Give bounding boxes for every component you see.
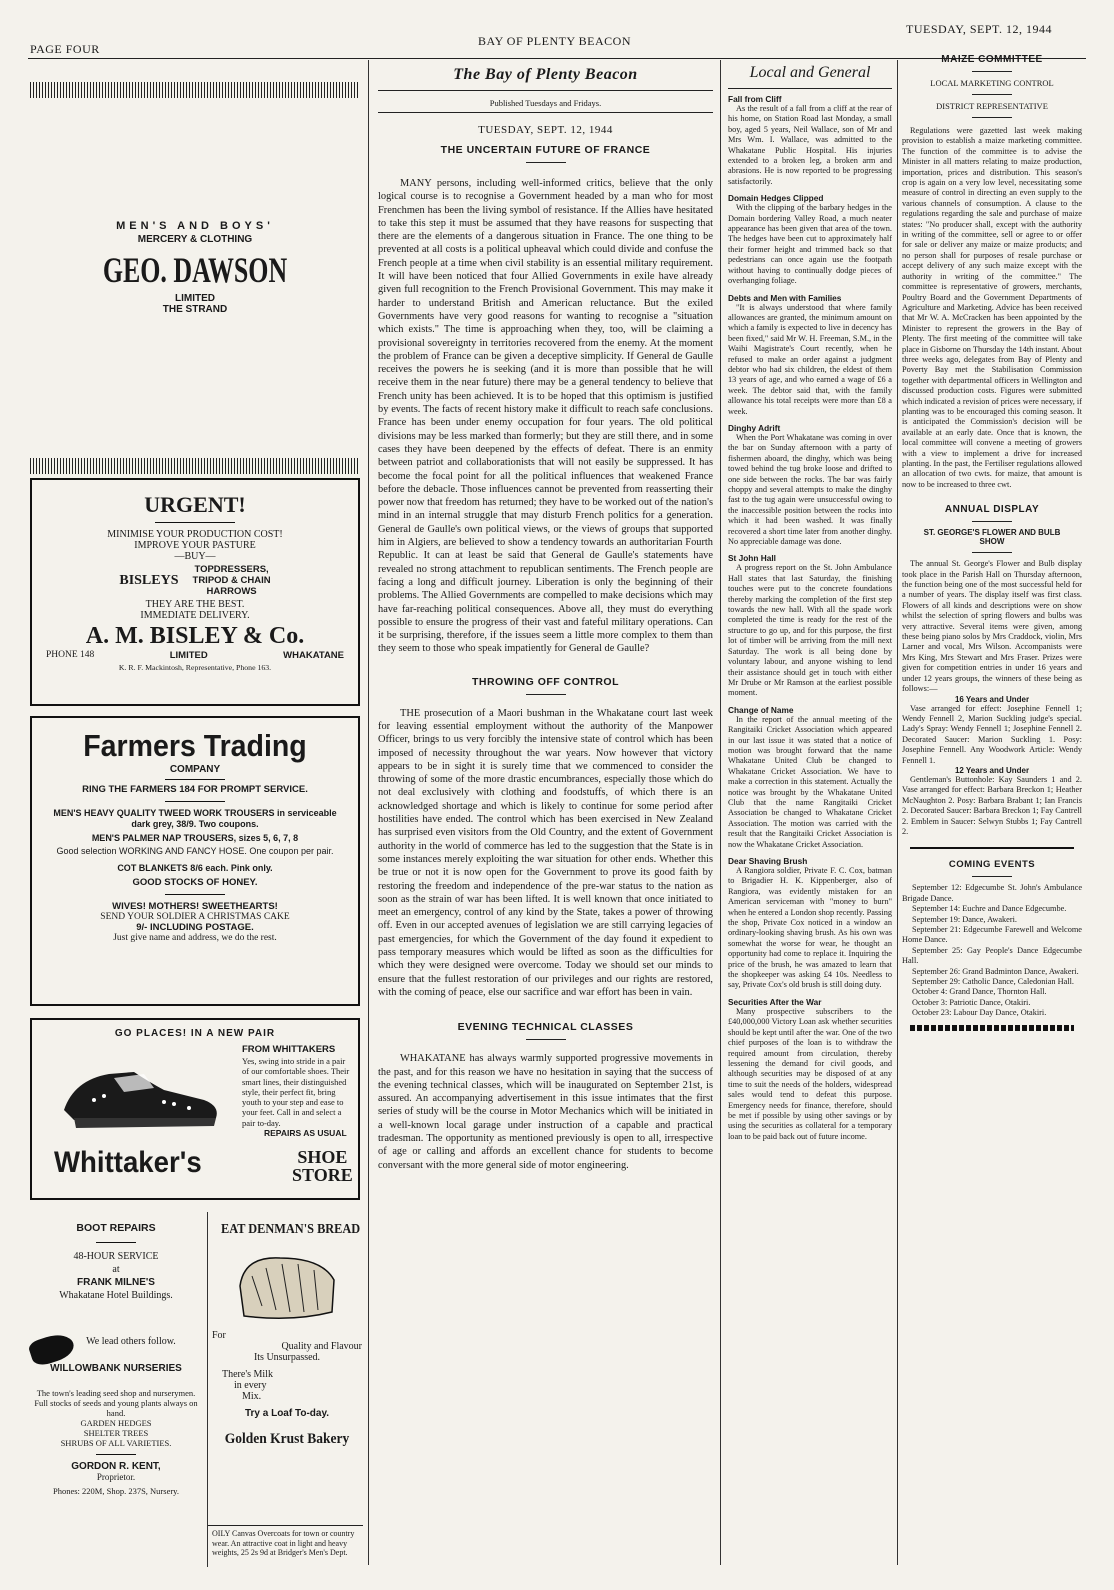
- farmers-item: Just give name and address, we do the rest.: [113, 933, 277, 943]
- event-item: September 25: Gay People's Dance Edgecumbe Hall.: [902, 945, 1082, 966]
- local-item-text: Many prospective subscribers to the £40,000,000 Victory Loan ask whether securities should be kept until after the war. One of the two chief purposes of the loan is to withdraw the required amount from circulation, thereby lessening the demand for civil goods, and although securities may be disposed of at any time to suit the needs of the holders, widespread sales would tend to defeat this purpose. Emergency needs for finance, therefore, should be met if possible by using other savings or by using the securities as collateral for a temporary loan to be paid back out of future income.: [728, 1006, 892, 1141]
- column-divider: [720, 60, 721, 1565]
- editorial-column: [378, 62, 713, 1567]
- control-body: THE prosecution of a Maori bushman in the Whakatane court last week for leaving essential employment without the authority of the Manpower Officer, brings to us very forcibly the intensive state of control which has been imposed of necessity throughout the war years. Now however that victory appears to be in sight it is surely time that we commenced to consider the throwing of some of the more drastic encumbrances, especially those which do not deal exclusively with clothing and foodstuffs, of which there is an acknowledged shortage and which is likely to continue for some period after hostilities have ended. The control which has been exercised in New Zealand has surprised even visitors from the Old Country, and the extent of Government authority in the world of commerce has led to the suggestion that the State is in some instances merely exploiting the war situation for other ends. Whether this be true or not it is now open for the Government to prove its good faith by restoring the freedom and independence of the pre-war status to the nation as soon as the strain of war has been lifted. It is well known that once initiated to meet an emergency, control of any kind by the State, takes a power of throwing off. Even in our accepted avenues of legislation we are still carrying legacies of past emergencies, for which the Government of the day found it expedient to pass temporary measures which would be lifted as soon as the difficulties for which they were designed were overcome. Today we should set our minds to ensure that the fullest restoration of our privileges and our rights are restored, with the coming of peace, else our sacrifice and war effort has been in vain.: [378, 707, 713, 998]
- dawson-address: THE STRAND: [162, 304, 228, 315]
- event-item: September 14: Euchre and Dance Edgecumbe.: [912, 904, 1067, 914]
- whittaker-head: GO PLACES! IN A NEW PAIR: [114, 1028, 276, 1039]
- tech-body: WHAKATANE has always warmly supported progressive movements in the past, and for this reason we have no hesitation in saying that the success of the evening technical classes, which will be inaugurated on September 21st, is assured. An accompanying advertisement in this issue intimates that the first series of study will be the course in Motor Mechanics which will be initiated in a well-known local garage under instruction of a capable and practical tradesman. The opportunity as mentioned previously is open to all, irrespective of age or calling and affords an excellent chance for students to become conversant with the more general side of motor engineering.: [378, 1053, 713, 1171]
- dawson-line2: MERCERY & CLOTHING: [137, 234, 253, 245]
- local-item-head: Debts and Men with Families: [728, 292, 842, 303]
- bisley-product: TRIPOD & CHAIN: [192, 575, 271, 586]
- farmers-item: MEN'S HEAVY QUALITY TWEED WORK TROUSERS in serviceable dark grey, 38/9. Two coupons.: [53, 808, 337, 829]
- local-item-text: A Rangiora soldier, Private F. C. Cox, batman to Brigadier H. K. Kippenberger, also of Rangiora, was evidently mistaken for an American serviceman with "money to burn" when he entered a London shop recently. Passing the shop, Private Cox noticed in a window an ordinary-looking shaving brush. As his own was somewhat the worse for wear, he thought an opportunity had come to replace it. Inquiring the price of the brush, he was amazed to learn that the shopkeeper was asking £4 10s. Needless to say, Private Cox's old brush is still doing duty.: [728, 866, 892, 990]
- display-u16-text: Vase arranged for effect: Josephine Fennell 1; Wendy Fennell 2, Marion Suckling judge's special. Lady's Spray: Wendy Fennell 1; Josephine Fennell 2. Decorated Saucer: Marion Suckling 1. Posy: Josephine Fennell. Any Woodwork Article: Wendy Fennell 1.: [902, 703, 1082, 765]
- page-number: PAGE FOUR: [30, 42, 100, 56]
- local-item: [728, 193, 892, 286]
- ad-divider: [208, 1525, 363, 1526]
- boot-title: BOOT REPAIRS: [76, 1222, 156, 1234]
- maize-sub2: DISTRICT REPRESENTATIVE: [936, 101, 1048, 111]
- dawson-name: GEO. DAWSON: [102, 250, 288, 290]
- decorative-stripe: [30, 82, 360, 98]
- farmers-item: WIVES! MOTHERS! SWEETHEARTS!: [112, 901, 278, 912]
- display-u12-text: Gentleman's Buttonhole: Kay Saunders 1 and 2. Vase arranged for effect: Barbara Breckon 1; Heather McNaughton 2. Posy: Barbara Brabant 1; Ian Francis 2. Decorated Saucer: Barbara Breckon 1; Fay Cantrell 2. Emblem in Saucer: Selwyn Stubbs 1; Fay Cantrell 2.: [902, 774, 1082, 836]
- local-item: [728, 293, 892, 417]
- nursery-lead: We lead others follow.: [86, 1336, 176, 1347]
- local-item-text: As the result of a fall from a cliff at the rear of his home, on Station Road last Monday, a small boy, aged 5 years, Neil Wallace, son of Mr and Mrs Wm. I. Wallace, was admitted to the Whakatane Public Hospital. His injuries extended to a broken leg, a broken arm and abrasions. He is now reported to be progressing satisfactorily.: [728, 104, 892, 186]
- bisley-urgent: URGENT!: [144, 492, 246, 517]
- bread-milk: There's Milk: [222, 1369, 273, 1380]
- control-title: THROWING OFF CONTROL: [471, 675, 620, 688]
- bread-milk: in every: [234, 1380, 267, 1391]
- bread-quality: Its Unsurpassed.: [253, 1352, 321, 1363]
- event-item: September 19: Dance, Awakeri.: [912, 914, 1017, 924]
- event-item: October 3: Patriotic Dance, Otakiri.: [912, 997, 1031, 1007]
- dawson-line1: MEN'S AND BOYS': [116, 220, 274, 232]
- whittaker-sub: FROM WHITTAKERS: [242, 1044, 336, 1055]
- nursery-name: WILLOWBANK NURSERIES: [50, 1363, 182, 1374]
- bread-title: EAT DENMAN'S BREAD: [221, 1222, 361, 1237]
- farmers-item: MEN'S PALMER NAP TROUSERS, sizes 5, 6, 7, 8: [91, 833, 299, 843]
- boot-name: FRANK MILNE'S: [77, 1277, 155, 1288]
- whittaker-body: Yes, swing into stride in a pair of our comfortable shoes. Their smart lines, their distinguished style, their perfect fit, bring youth to your step and ease to your feet. Call in and select a pair to-day.: [242, 1056, 350, 1128]
- maize-sub1: LOCAL MARKETING CONTROL: [930, 78, 1054, 88]
- local-item-text: "It is always understood that where family allowances are granted, the minimum amount on which a family is expected to live in decency has been fixed," said Mr W. H. Freeman, S.M., in the Waihi Magistrate's Court recently, when he refused to make an order against a judgment debtor who had six children, the eldest of them 13 years of age, and who earned a wage of £6 a week. The debtor said that, with the family allowance his total receipts were more than £8 a week.: [728, 302, 892, 416]
- local-item: [728, 553, 892, 698]
- nursery-body: The town's leading seed shop and nurserymen. Full stocks of seeds and young plants always on hand.: [34, 1388, 198, 1418]
- newspaper-name: BAY OF PLENTY BEACON: [478, 34, 632, 48]
- local-item: [728, 997, 892, 1142]
- local-item: [728, 856, 892, 991]
- published-note: Published Tuesdays and Fridays.: [489, 98, 602, 108]
- ad-divider: [207, 1212, 208, 1567]
- local-item-text: With the clipping of the barbary hedges in the Domain bordering Valley Road, a much neater appearance has been given that area of the town. The hedges have been cut to approximately half their former height and trimmed back so that pedestrians can once again use the footpath without having to continually dodge pieces of overhanging foliage.: [728, 203, 892, 286]
- event-item: September 12: Edgecumbe St. John's Ambulance Brigade Dance.: [902, 883, 1082, 903]
- nursery-ad: [30, 1336, 202, 1496]
- display-u16: 16 Years and Under: [954, 694, 1030, 704]
- local-item-text: When the Port Whakatane was coming in over the bar on Sunday afternoon with a party of fishermen aboard, the dinghy, which was being towed behind the tug broke loose and drifted to one side between the rocks. The bar was fairly choppy and several attempts to make the dinghy fast to the tug again were unsuccessful owing to the inaccessible position between the rocks into which it had been washed. It was finally recovered a short time later from another dinghy. No appreciable damage was done.: [728, 432, 892, 547]
- oily-coat-ad: OILY Canvas Overcoats for town or country wear. An attractive coat in light and heavy weights, 25 2s 9d at Bridger's Men's Dept.: [212, 1529, 355, 1557]
- local-item-head: Securities After the War: [728, 996, 822, 1007]
- farmers-company: COMPANY: [169, 764, 221, 775]
- bisley-limited: LIMITED: [169, 650, 208, 661]
- local-item-head: Dinghy Adrift: [728, 422, 781, 433]
- tech-title: EVENING TECHNICAL CLASSES: [457, 1021, 634, 1034]
- farmers-title: Farmers Trading: [83, 728, 307, 763]
- bisley-delivery: IMMEDIATE DELIVERY.: [140, 610, 250, 621]
- nursery-phones: Phones: 220M, Shop. 237S, Nursery.: [52, 1486, 179, 1496]
- masthead: The Bay of Plenty Beacon: [453, 66, 638, 83]
- bread-milk: Mix.: [242, 1391, 262, 1402]
- column-divider: [897, 60, 898, 1565]
- right-column: [902, 50, 1082, 1565]
- local-item: [728, 705, 892, 850]
- local-item-head: Dear Shaving Brush: [728, 856, 808, 866]
- events-title: COMING EVENTS: [948, 859, 1036, 871]
- bisley-ad: [30, 478, 360, 706]
- farmers-item: COT BLANKETS 8/6 each. Pink only.: [117, 863, 273, 873]
- local-item-head: Domain Hedges Clipped: [728, 193, 824, 204]
- display-title: ANNUAL DISPLAY: [944, 504, 1040, 516]
- farmers-ad: [30, 716, 360, 1006]
- display-text: The annual St. George's Flower and Bulb display took place in the Parish Hall on Thursday afternoon, the function being one of the most successful held for a number of years. The display itself was first class. Flowers of all kinds and descriptions were on show whilst the selection of spring flowers and bulbs was very attractive. Several items were given, among these being piano solos by Mrs Craddock, violin, Mrs Larner and vocal, Mrs Wilson. Accompanists were Mrs King, Mrs Stewart and Mrs Fraser. Prizes were given for competition entries in under 16 years and under 12 years groups, the winners of these being as follows:—: [902, 559, 1082, 694]
- decorative-stripe: [30, 458, 360, 474]
- bisley-best: THEY ARE THE BEST.: [145, 599, 245, 610]
- bisley-buy: —BUY—: [174, 551, 216, 562]
- france-title: THE UNCERTAIN FUTURE OF FRANCE: [440, 144, 651, 156]
- bisley-product: HARROWS: [206, 586, 257, 597]
- nursery-role: Proprietor.: [96, 1472, 136, 1482]
- column-divider: [368, 60, 369, 1565]
- local-item-head: St John Hall: [728, 553, 776, 564]
- denman-bread-ad: [212, 1222, 362, 1448]
- whittaker-ad: [30, 1018, 360, 1200]
- bread-bakery: Golden Krust Bakery: [224, 1431, 350, 1447]
- local-item-head: Fall from Cliff: [728, 94, 782, 104]
- local-item: [728, 94, 892, 187]
- local-title: Local and General: [749, 64, 871, 81]
- boot-at: at: [112, 1264, 120, 1275]
- dawson-limited: LIMITED: [175, 293, 215, 304]
- local-item-text: In the report of the annual meeting of the Rangitaiki Cricket Association which appeared in our last issue it was stated that a notice of motion was brought forward that the name Whakatane United Club be changed to Whakatane Cricket Association. We have to make a correction in this statement. Actually the notice was brought by the Whakatane United Club that the name Rangitaiki Cricket Association be changed to Whakatane Cricket Association. The motion was carried with the result that the Rangitaiki Cricket Association is now the Whakatane Cricket Association.: [728, 714, 892, 849]
- whittaker-name: Whittaker's: [54, 1146, 202, 1179]
- event-item: September 21: Edgecumbe Farewell and Welcome Home Dance.: [902, 925, 1082, 945]
- bisley-town: WHAKATANE: [283, 650, 344, 661]
- display-u12: 12 Years and Under: [954, 765, 1030, 775]
- issue-date: TUESDAY, SEPT. 12, 1944: [906, 22, 1052, 36]
- nursery-item: GARDEN HEDGES: [80, 1418, 152, 1428]
- local-general-column: [728, 62, 892, 1567]
- bisley-line2: IMPROVE YOUR PASTURE: [134, 540, 256, 551]
- bread-quality: Quality and Flavour: [281, 1341, 362, 1352]
- event-item: September 26: Grand Badminton Dance, Awakeri.: [912, 966, 1079, 976]
- bisley-name: A. M. BISLEY & Co.: [85, 623, 305, 649]
- farmers-item: 9/- INCLUDING POSTAGE.: [136, 922, 254, 933]
- bisley-line1: MINIMISE YOUR PRODUCTION COST!: [107, 529, 283, 540]
- display-sub: ST. GEORGE'S FLOWER AND BULB SHOW: [923, 528, 1061, 547]
- boot-repairs-ad: [30, 1222, 202, 1301]
- whittaker-shoe: SHOE: [297, 1147, 348, 1167]
- whittaker-repairs: REPAIRS AS USUAL: [264, 1128, 347, 1138]
- france-body: MANY persons, including well-informed critics, believe that the only logical course is to recognise a Government headed by a man who for most Frenchmen has been the living symbol of resistance. If the Allies have hesitated to take this step it must be assumed that they have reasons for suspecting that there are the elements of a dangerous situation in France. The one thing to be prevented at all costs is a political upheaval which could divide and confuse the French people at a time when civil stability is an essential military requirement. It will have been noticed that four Allied Governments in exile have already given full recognition to the French Provisional Government. This may make it harder to understand British and American reluctance. But the exiled Governments have very good reasons for wanting to recognise a "situation which exists." The time is approaching when they, too, will be claiming a provisional sovereignty in territories recovered from the enemy. At the moment the problem of France can be given a deceptive simplicity. If General de Gaulle receives the powers he is seeking (and it is more than possible that he will receive them in the near future) there may be a general tendency to believe that French unity has been achieved. It is to be hoped that this optimism is justified by events. The facts of recent history make it difficult to reach safe conclusions. France has been under enemy occupation for four years. The old political divisions may be less marked than formerly; but they are still there, and in some cases they have been deepened by the effects of defeat. There is an enmity between patriot and collaborationists that will not easily be suppressed. It has become the focal point for all the political influences that weakened France before the debacle. Those influences cannot be prevented from reasserting their power now that freedom has returned; they have to be worked out of the nation's mind in an internal struggle that may disturb French politics for a generation. General de Gaulle's own political views, or the views of groups that supported him in Algiers, are believed to show a tendency towards an authoritarian Fourth Republic. It can at least be said that General de Gaulle's statements have revealed no strong attachment to republican sentiments. The French people are facing a long and difficult journey. Liberation is only the beginning of their problems. The Allied Governments are compelled to make decisions which may have far-reaching political consequences. Above all, they must do everything possible to ensure the progress of their vast and fateful military operations. Can it be surprising, therefore, if the issues seem a little more complex to them than they seem to those who speak impatiently for General de Gaulle?: [378, 178, 713, 655]
- editorial-date: TUESDAY, SEPT. 12, 1944: [478, 124, 613, 136]
- nursery-owner: GORDON R. KENT,: [71, 1461, 161, 1472]
- event-item: October 4: Grand Dance, Thornton Hall.: [912, 987, 1047, 997]
- farmers-ring: RING THE FARMERS 184 FOR PROMPT SERVICE.: [82, 784, 308, 795]
- maize-title: MAIZE COMMITTEE: [941, 54, 1043, 65]
- shoe-icon: [54, 1060, 224, 1134]
- event-item: October 23: Labour Day Dance, Otakiri.: [912, 1008, 1047, 1018]
- maize-text: Regulations were gazetted last week making provision to establish a maize marketing committee. The function of the committee is to advise the Minister in all matters relating to maize production, importation, prices and distribution. This season's crop is again on a very low level, necessitating some measure of control in directing an even supply to the various channels of consumption. A clause to the regulations regarding the sale and purchase of maize states: "No producer shall, except with the authority in writing of the committee, sell or agree to or offer for sale or deliver any maize or maize products; and no person shall for purposes of resale purchase or accept delivery of any such maize except with the authority in writing of the committee." The committee is representative of growers, merchants, Poultry Board and the Government Departments of Agriculture and Marketing. Advice has been received that Mr W. A. McCracken has been appointed by the Minister to represent the growers in the Bay of Plenty. The first meeting of the committee will take place in Gisborne on Thursday the 14th instant. About three weeks ago, delegates from Bay of Plenty and Poverty Bay met the Stabilisation Commission together with departmental officers in Wellington and discussed production costs. Figures were submitted which indicated a revision of prices were necessary, if planting was to be encouraged this coming season. It is anticipated the Commission's decision will be available at an early date. Once that is known, the local committee will convene a meeting of growers with a view to implement a drive for increased planting. In the past, the Fertiliser regulations allowed an allocation of two cwts. for maize, that amount is now to be increased to three cwt.: [902, 126, 1082, 489]
- wavy-border: [910, 1025, 1074, 1031]
- farmers-item: Good selection WORKING AND FANCY HOSE. One coupon per pair.: [56, 846, 334, 856]
- event-item: September 29: Catholic Dance, Caledonian Hall.: [912, 977, 1074, 987]
- dawson-ad: [30, 100, 360, 455]
- local-item-text: A progress report on the St. John Ambulance Hall states that last Saturday, the finishing touches were put to the concrete foundations thereby marking the completion of the first step towards the new hall. With all the spade work completed the time is ready for the rest of the structure to go up, and for this purpose, the first lot of timber will be arriving from the mill next Saturday. The work is all being done by voluntary labour, and anyone wishing to lend their assistance should get in touch with either Mr Drube or Mr Ramson at the earliest possible moment.: [728, 563, 892, 698]
- bread-try: Try a Loaf To-day.: [244, 1408, 330, 1419]
- bread-for: For: [212, 1330, 226, 1341]
- bisley-product: TOPDRESSERS,: [194, 564, 269, 575]
- boot-service: 48-HOUR SERVICE: [73, 1251, 159, 1262]
- bisley-phone: PHONE 148: [46, 650, 95, 660]
- bisley-rep: K. R. F. Mackintosh, Representative, Phone 163.: [118, 663, 272, 672]
- nursery-item: SHELTER TREES: [83, 1428, 149, 1438]
- farmers-item: GOOD STOCKS OF HONEY.: [132, 877, 258, 888]
- farmers-item: SEND YOUR SOLDIER A CHRISTMAS CAKE: [100, 912, 290, 922]
- nursery-item: SHRUBS OF ALL VARIETIES.: [60, 1438, 172, 1448]
- bisley-bisleys: BISLEYS: [119, 572, 179, 588]
- whittaker-store: STORE: [292, 1165, 353, 1185]
- boot-place: Whakatane Hotel Buildings.: [59, 1290, 173, 1301]
- local-item: [728, 423, 892, 547]
- bread-loaf-icon: [232, 1246, 342, 1326]
- local-item-head: Change of Name: [728, 704, 794, 715]
